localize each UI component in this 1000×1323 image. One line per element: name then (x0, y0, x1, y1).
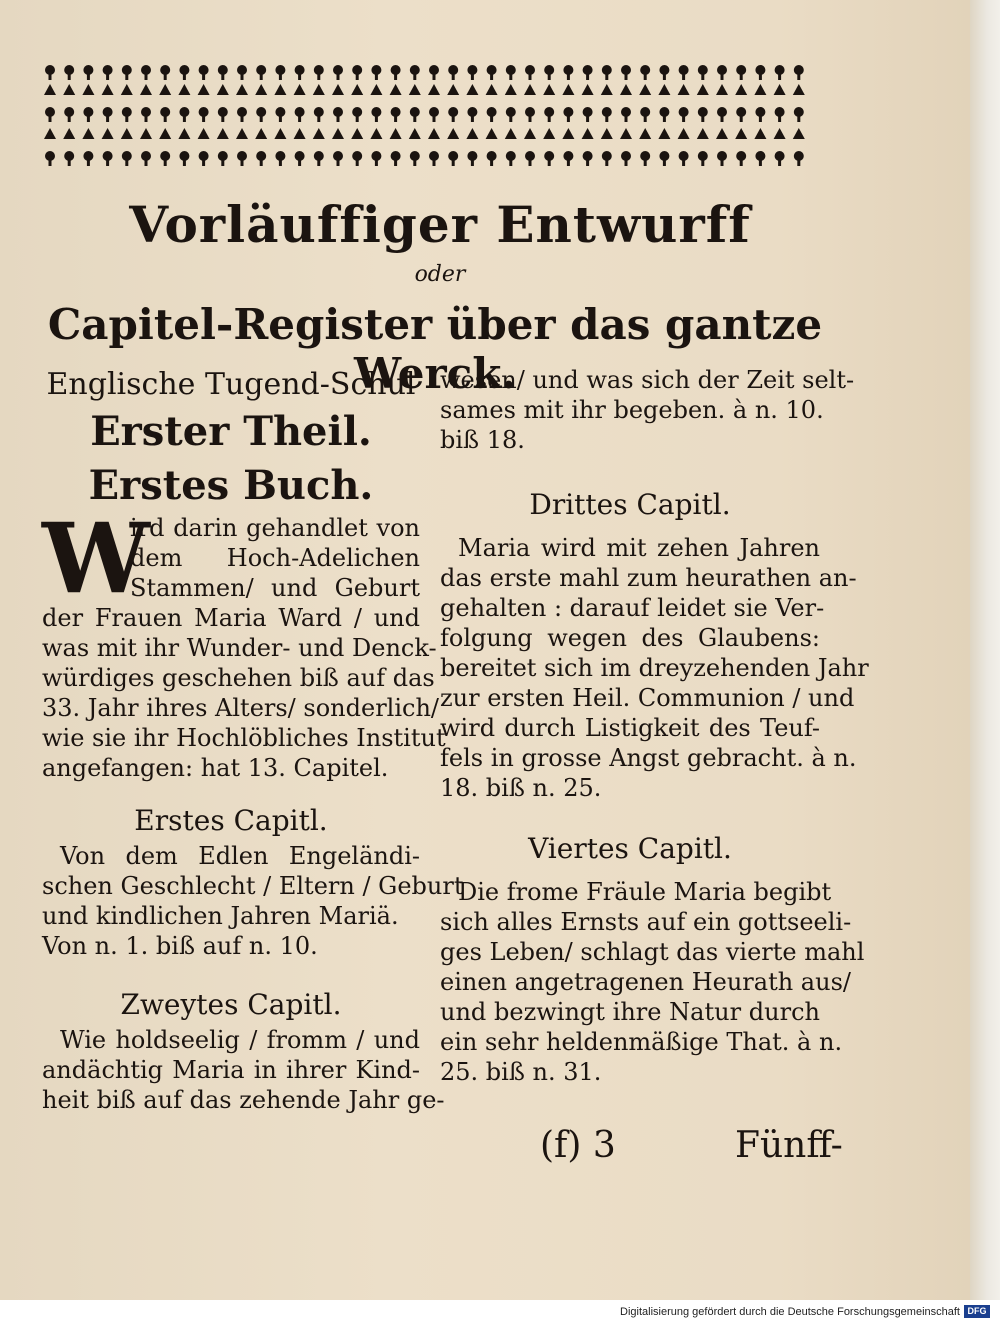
chapter-1-line: Von n. 1. biß auf n. 10. (42, 932, 318, 960)
title-connector: oder (414, 262, 466, 287)
book-heading: Erstes Buch. (88, 462, 374, 509)
intro-line: ird darin gehandlet von (130, 514, 420, 542)
page-subtitle: Capitel-Register über das gantze Werck. (47, 300, 823, 398)
chapter-2-line: andächtig Maria in ihrer Kind- (42, 1056, 420, 1084)
intro-line: was mit ihr Wunder- und Denck- (42, 634, 437, 662)
chapter-3-line: 18. biß n. 25. (440, 774, 602, 802)
chapter-1-line: und kindlichen Jahren Mariä. (42, 902, 399, 930)
chapter-3-line: das erste mahl zum heurathen an- (440, 564, 857, 592)
chapter-2-line: biß 18. (440, 426, 525, 454)
chapter-1-line: schen Geschlecht / Eltern / Geburt (42, 872, 464, 900)
chapter-1-title: Erstes Capitl. (134, 804, 328, 837)
drop-initial: W (42, 502, 150, 615)
work-heading: Englische Tugend-Schul (46, 367, 416, 402)
ornamental-border (42, 60, 817, 170)
intro-line: Stammen/ und Geburt (130, 574, 420, 602)
footer-credit: Digitalisierung gefördert durch die Deutsche Forschungsgemeinschaft (620, 1306, 960, 1318)
chapter-2-line: heit biß auf das zehende Jahr ge- (42, 1086, 445, 1114)
page-edge (970, 0, 1000, 1300)
intro-line: würdiges geschehen biß auf das (42, 664, 435, 692)
signature-mark: (f) 3 (540, 1125, 616, 1166)
chapter-3-line: fels in grosse Angst gebracht. à n. (440, 744, 857, 772)
intro-line: der Frauen Maria Ward / und (42, 604, 420, 632)
chapter-4-line: 25. biß n. 31. (440, 1058, 602, 1086)
chapter-4-line: sich alles Ernsts auf ein gottseeli- (440, 908, 852, 936)
intro-line: angefangen: hat 13. Capitel. (42, 754, 389, 782)
intro-line: 33. Jahr ihres Alters/ sonderlich/ (42, 694, 439, 722)
chapter-3-line: zur ersten Heil. Communion / und (440, 684, 855, 712)
right-column (440, 365, 869, 1087)
intro-paragraph (42, 502, 446, 783)
chapter-3-line: wird durch Listigkeit des Teuf- (440, 714, 820, 742)
chapter-2-title: Zweytes Capitl. (120, 988, 342, 1021)
dfg-logo: DFG (964, 1305, 990, 1318)
chapter-3-title: Drittes Capitl. (529, 488, 731, 521)
chapter-2-line: wesen/ und was sich der Zeit selt- (440, 366, 855, 394)
chapter-3-line: folgung wegen des Glaubens: (440, 624, 820, 652)
chapter-2-line: Wie holdseelig / fromm / und (60, 1026, 420, 1054)
left-column (42, 365, 464, 1115)
chapter-4-line: ges Leben/ schlagt das vierte mahl (440, 938, 865, 966)
chapter-3-line: Maria wird mit zehen Jahren (458, 534, 820, 562)
part-heading: Erster Theil. (90, 408, 372, 455)
chapter-4-line: einen angetragenen Heurath aus/ (440, 968, 851, 996)
catchword: Fünff- (735, 1125, 843, 1166)
chapter-4-line: und bezwingt ihre Natur durch (440, 998, 820, 1026)
chapter-2-line: sames mit ihr begeben. à n. 10. (440, 396, 824, 424)
chapter-3-line: gehalten : darauf leidet sie Ver- (440, 594, 825, 622)
chapter-3-line: bereitet sich im dreyzehenden Jahr (440, 654, 869, 682)
page-title: Vorläuffiger Entwurff (129, 195, 751, 254)
chapter-4-line: Die frome Fräule Maria begibt (458, 878, 832, 906)
chapter-4-line: ein sehr heldenmäßige That. à n. (440, 1028, 843, 1056)
chapter-4-title: Viertes Capitl. (528, 832, 732, 865)
intro-line: wie sie ihr Hochlöbliches Institut (42, 724, 446, 752)
intro-line: dem Hoch-Adelichen (130, 544, 420, 572)
chapter-1-line: Von dem Edlen Engeländi- (60, 842, 420, 870)
